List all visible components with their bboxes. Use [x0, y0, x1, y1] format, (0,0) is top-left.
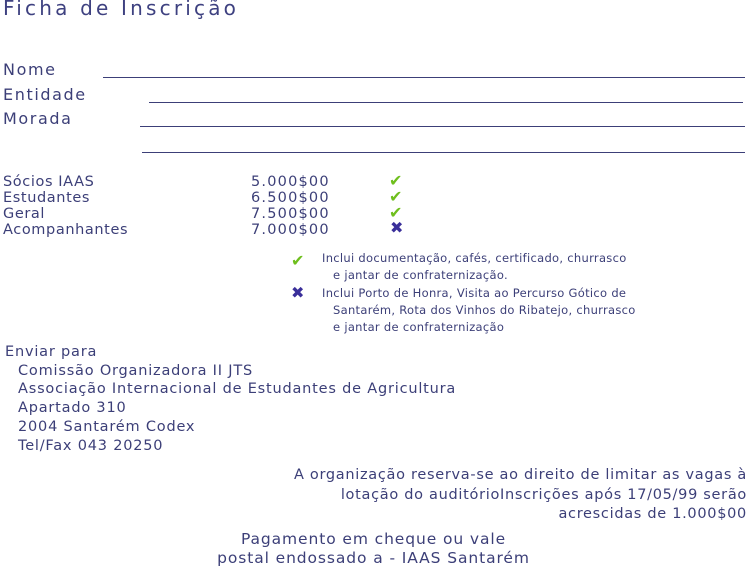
price-value: 5.000$00 [251, 174, 330, 190]
org-note-line1: A organização reserva-se ao direito de limitar as vagas à [293, 467, 747, 483]
address-field-line2[interactable] [142, 152, 745, 153]
price-category: Sócios IAAS [3, 174, 95, 190]
legend-cross-line2: Santarém, Rota dos Vinhos do Ribatejo, churrasco [333, 303, 636, 317]
send-to-heading: Enviar para [5, 344, 98, 360]
cross-mark-icon: ✖ [390, 218, 404, 237]
page-title: Ficha de Inscrição [3, 0, 240, 20]
cross-mark-icon: ✖ [291, 283, 305, 302]
legend-check-line1: Inclui documentação, cafés, certificado, churrasco [322, 251, 627, 265]
legend-cross-line3: e jantar de confraternização [333, 320, 505, 334]
check-mark-icon: ✔ [389, 203, 403, 222]
address-line: Tel/Fax 043 20250 [18, 438, 164, 454]
price-value: 6.500$00 [251, 190, 330, 206]
name-field[interactable] [103, 77, 745, 78]
legend-check-line2: e jantar de confraternização. [333, 268, 508, 282]
price-row-members [3, 174, 330, 190]
payment-line1: Pagamento em cheque ou vale [240, 530, 507, 548]
address-line: Apartado 310 [18, 400, 127, 416]
address-label: Morada [3, 109, 73, 128]
address-line: 2004 Santarém Codex [18, 419, 196, 435]
address-line: Comissão Organizadora II JTS [18, 363, 253, 379]
entity-field[interactable] [149, 102, 743, 103]
address-line: Associação Internacional de Estudantes de Agricultura [18, 381, 457, 397]
price-row-general [3, 206, 330, 222]
price-category: Estudantes [3, 190, 91, 206]
price-row-students [3, 190, 330, 206]
name-label: Nome [3, 60, 57, 79]
price-value: 7.000$00 [251, 222, 330, 238]
price-row-companions [3, 222, 330, 238]
payment-line2: postal endossado a - IAAS Santarém [217, 549, 530, 567]
org-note-line3: acrescidas de 1.000$00 [558, 506, 747, 522]
address-field-line1[interactable] [140, 126, 745, 127]
legend-cross-line1: Inclui Porto de Honra, Visita ao Percurso Gótico de [322, 286, 627, 300]
price-category: Geral [3, 206, 46, 222]
price-value: 7.500$00 [251, 206, 330, 222]
entity-label: Entidade [3, 85, 87, 104]
check-mark-icon: ✔ [389, 187, 403, 206]
check-mark-icon: ✔ [389, 171, 403, 190]
price-category: Acompanhantes [3, 222, 129, 238]
org-note-line2: lotação do auditórioInscrições após 17/05/99 serão [340, 487, 747, 503]
check-mark-icon: ✔ [291, 251, 305, 270]
